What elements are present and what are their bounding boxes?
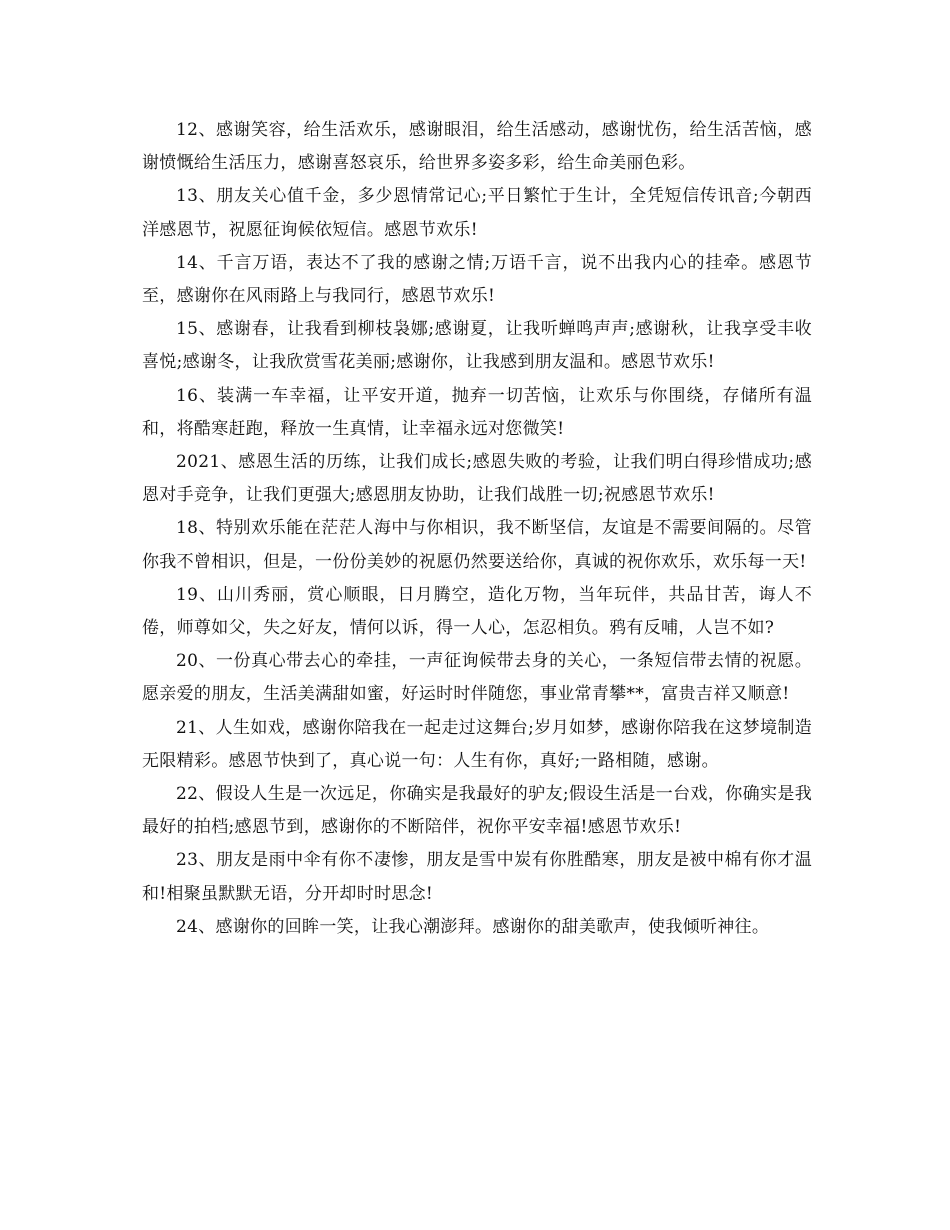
paragraph-23: 23、朋友是雨中伞有你不凄惨，朋友是雪中炭有你胜酷寒，朋友是被中棉有你才温和!相聚虽默默无语，分开却时时思念! <box>142 850 812 904</box>
paragraph-15: 15、感谢春，让我看到柳枝袅娜;感谢夏，让我听蝉鸣声声;感谢秋，让我享受丰收喜悦;感谢冬，让我欣赏雪花美丽;感谢你，让我感到朋友温和。感恩节欢乐! <box>142 319 812 373</box>
paragraph-2021: 2021、感恩生活的历练，让我们成长;感恩失败的考验，让我们明白得珍惜成功;感恩对手竞争，让我们更强大;感恩朋友协助，让我们战胜一切;祝感恩节欢乐! <box>142 452 812 506</box>
paragraph-13: 13、朋友关心值千金，多少恩情常记心;平日繁忙于生计，全凭短信传讯音;今朝西洋感恩节，祝愿征询候依短信。感恩节欢乐! <box>142 186 812 240</box>
paragraph-18: 18、特别欢乐能在茫茫人海中与你相识，我不断坚信，友谊是不需要间隔的。尽管你我不曾相识，但是，一份份美妙的祝愿仍然要送给你，真诚的祝你欢乐，欢乐每一天! <box>142 518 812 572</box>
paragraph-22: 22、假设人生是一次远足，你确实是我最好的驴友;假设生活是一台戏，你确实是我最好的拍档;感恩节到，感谢你的不断陪伴，祝你平安幸福!感恩节欢乐! <box>142 784 812 838</box>
paragraph-14: 14、千言万语，表达不了我的感谢之情;万语千言，说不出我内心的挂牵。感恩节至，感谢你在风雨路上与我同行，感恩节欢乐! <box>142 252 812 307</box>
document-body <box>142 114 812 944</box>
paragraph-12: 12、感谢笑容，给生活欢乐，感谢眼泪，给生活感动，感谢忧伤，给生活苦恼，感谢愤慨给生活压力，感谢喜怒哀乐，给世界多姿多彩，给生命美丽色彩。 <box>142 120 812 174</box>
paragraph-19: 19、山川秀丽，赏心顺眼，日月腾空，造化万物，当年玩伴，共品甘苦，诲人不倦，师尊如父，失之好友，情何以诉，得一人心，怎忍相负。鸦有反哺，人岂不如? <box>142 584 812 639</box>
paragraph-20: 20、一份真心带去心的牵挂，一声征询候带去身的关心，一条短信带去情的祝愿。愿亲爱的朋友，生活美满甜如蜜，好运时时伴随您，事业常青攀**，富贵吉祥又顺意! <box>142 651 812 705</box>
paragraph-21: 21、人生如戏，感谢你陪我在一起走过这舞台;岁月如梦，感谢你陪我在这梦境制造无限精彩。感恩节快到了，真心说一句：人生有你，真好;一路相随，感谢。 <box>142 717 812 771</box>
paragraph-16: 16、装满一车幸福，让平安开道，抛弃一切苦恼，让欢乐与你围绕，存储所有温和，将酷寒赶跑，释放一生真情，让幸福永远对您微笑! <box>142 385 812 439</box>
paragraph-24: 24、感谢你的回眸一笑，让我心潮澎拜。感谢你的甜美歌声，使我倾听神往。 <box>176 916 770 937</box>
